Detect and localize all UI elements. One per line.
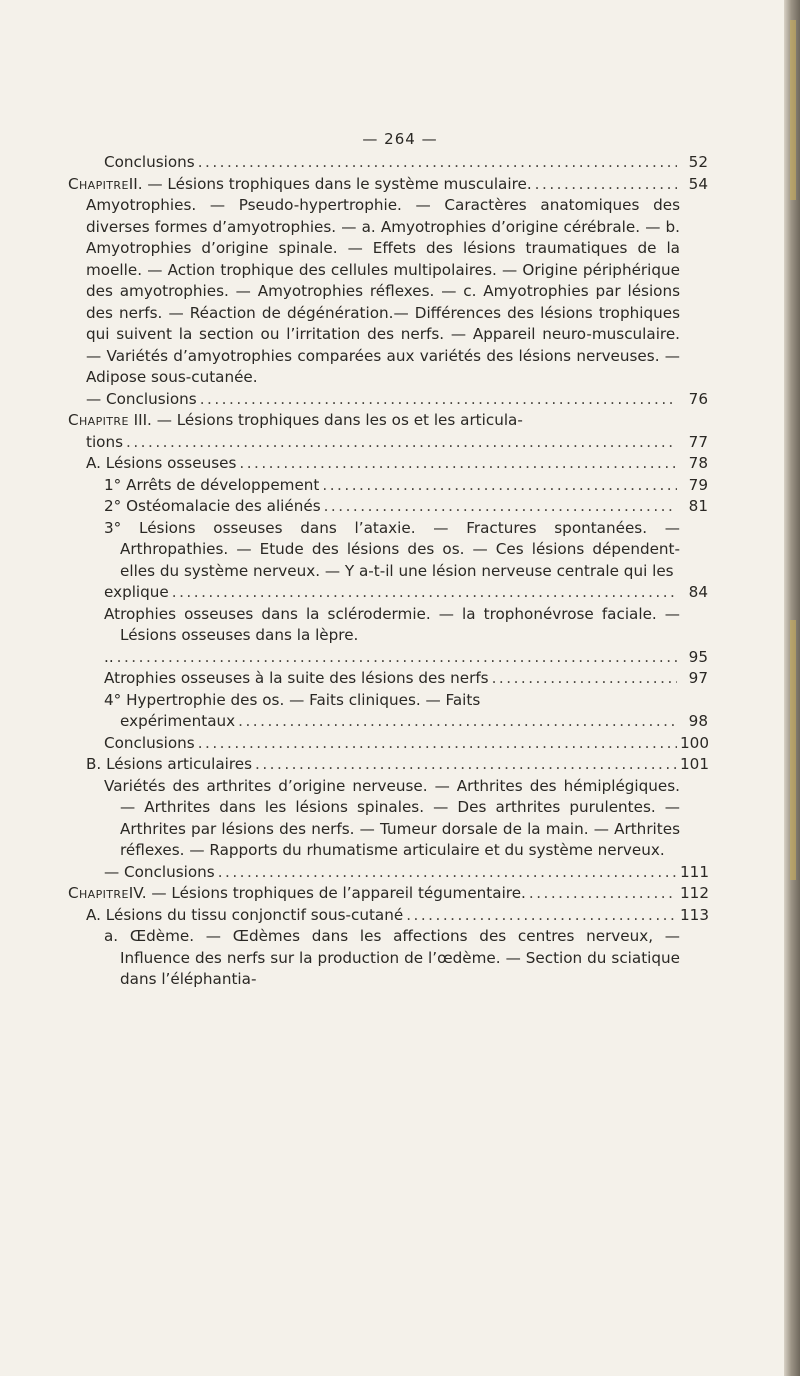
- chapter-label: Chapitre: [68, 411, 129, 429]
- page-folio: — 264 —: [362, 130, 438, 148]
- page-number: 101: [680, 755, 709, 773]
- toc-entry: [68, 410, 708, 453]
- dot-leader: [200, 389, 677, 411]
- entry-text: Atrophies osseuses dans la sclérodermie. — la trophonévrose faciale. — Lésions osseuses dans la lèpre.: [104, 604, 680, 644]
- entry-leader-line: [68, 432, 680, 454]
- entry-leader-line: [68, 647, 680, 669]
- page-number: 98: [688, 712, 708, 730]
- entry-leader-line: [68, 711, 680, 733]
- entry-label: A. Lésions du tissu conjonctif sous-cutané: [86, 905, 404, 924]
- toc-entry: [68, 733, 709, 755]
- page-number: 81: [688, 497, 708, 515]
- page-number: 97: [688, 669, 708, 687]
- entry-leader-line: [68, 905, 680, 927]
- entry-label: IV. — Lésions trophiques de l’appareil tégumentaire.: [128, 884, 526, 902]
- chapter-label: Chapitre: [68, 174, 129, 193]
- entry-body: [68, 690, 680, 712]
- entry-text: Amyotrophies. — Pseudo-hypertrophie. — Caractères anatomiques des diverses formes d’amyotrophies. — a. Amyotrophies d’origine cérébrale. — b. Amyotrophies d’origine spinale. — Effets des lésions traumatiques de la moelle. — Action trophique des cellules multipolaires. — Origine périphérique des amyotrophies. — Amyotrophies réflexes. — c. Amyotrophies par lésions des nerfs. — Réaction de dégénération.— Différences des lésions trophiques qui suivent la section ou l’irritation des nerfs. — Appareil neuro-musculaire. — Variétés d’amyotrophies comparées aux variétés des lésions nerveuses. — Adipose sous-cutanée.: [86, 196, 680, 386]
- dot-leader: [238, 711, 677, 733]
- entry-leader-line: [68, 582, 680, 604]
- toc-entry: [68, 776, 709, 884]
- page-stain: [790, 20, 796, 200]
- dot-leader: [322, 475, 677, 497]
- entry-label: Conclusions: [104, 153, 195, 171]
- page-number: 113: [680, 905, 709, 924]
- toc-entry: [68, 496, 708, 518]
- entry-label: 2° Ostéomalacie des aliénés: [104, 497, 321, 515]
- dot-leader: [117, 647, 677, 669]
- entry-label: II. — Lésions trophiques dans le système musculaire.: [128, 174, 532, 193]
- dot-leader: [172, 582, 677, 604]
- dot-leader: [406, 905, 677, 927]
- toc-entry: [68, 604, 708, 669]
- table-of-contents: [68, 152, 709, 991]
- toc-entry: [68, 195, 708, 410]
- entry-leader-line: [68, 733, 680, 755]
- entry-label: Atrophies osseuses à la suite des lésions des nerfs: [104, 669, 489, 687]
- dot-leader: [529, 883, 677, 905]
- entry-body: [68, 776, 680, 862]
- dot-leader: [535, 174, 677, 196]
- page-stain: [790, 620, 796, 880]
- entry-label: — Conclusions: [104, 862, 215, 881]
- entry-text: 3° Lésions osseuses dans l’ataxie. — Fractures spontanées. — Arthropathies. — Etude des lésions des os. — Ces lésions dépendent-elles du système nerveux. — Y a-t-il une lésion nerveuse centrale qui les: [104, 518, 680, 580]
- toc-entry: [68, 174, 708, 196]
- page-number: 77: [688, 432, 708, 451]
- entry-leader-line: [68, 453, 680, 475]
- entry-leader-line: [68, 152, 680, 174]
- entry-label: B. Lésions articulaires: [86, 755, 253, 773]
- dot-leader: [324, 496, 677, 518]
- page-number: 54: [688, 174, 708, 193]
- entry-label: Conclusions: [104, 733, 195, 752]
- page-number: 76: [688, 389, 708, 408]
- entry-leader-line: [68, 754, 680, 776]
- entry-leader-line: [68, 389, 680, 411]
- entry-body: [68, 926, 680, 991]
- page-number: 112: [680, 884, 709, 902]
- entry-body: [68, 410, 680, 432]
- page-number: 78: [688, 454, 708, 472]
- toc-entry: [68, 926, 680, 991]
- entry-trail: ..: [104, 647, 114, 666]
- toc-entry: [68, 905, 709, 927]
- toc-entry: [68, 754, 709, 776]
- entry-leader-line: [68, 475, 680, 497]
- entry-text: 4° Hypertrophie des os. — Faits cliniques. — Faits: [104, 690, 481, 709]
- entry-label: 1° Arrêts de développement: [104, 475, 320, 494]
- entry-label: expérimentaux: [120, 712, 236, 730]
- dot-leader: [198, 733, 677, 755]
- page-number: 79: [688, 475, 708, 494]
- entry-leader-line: [68, 496, 680, 518]
- entry-leader-line: [68, 883, 680, 905]
- dot-leader: [492, 668, 677, 690]
- page-number: 111: [680, 862, 709, 881]
- toc-entry: [68, 518, 708, 604]
- dot-leader: [198, 152, 677, 174]
- page-edge: [784, 0, 800, 1376]
- toc-entry: [68, 883, 709, 905]
- entry-label: tions: [86, 432, 124, 451]
- toc-entry: [68, 453, 708, 475]
- page-number: 84: [688, 583, 708, 601]
- entry-text: III. — Lésions trophiques dans les os et les articula-: [128, 411, 523, 429]
- toc-entry: [68, 475, 708, 497]
- dot-leader: [126, 432, 677, 454]
- entry-body: [68, 604, 680, 647]
- entry-body: [68, 518, 680, 583]
- entry-leader-line: [68, 862, 680, 884]
- dot-leader: [239, 453, 677, 475]
- dot-leader: [255, 754, 677, 776]
- entry-leader-line: [68, 668, 680, 690]
- chapter-label: Chapitre: [68, 884, 129, 902]
- dot-leader: [218, 862, 677, 884]
- toc-entry: [68, 152, 708, 174]
- entry-leader-line: [68, 174, 680, 196]
- entry-body: [68, 195, 680, 389]
- entry-label: explique: [104, 583, 169, 601]
- page-number: 100: [680, 733, 709, 752]
- toc-entry: [68, 668, 708, 690]
- page-number: 95: [688, 647, 708, 666]
- entry-text: Variétés des arthrites d’origine nerveuse. — Arthrites des hémiplégiques. — Arthrites dans les lésions spinales. — Des arthrites purulentes. — Arthrites par lésions des nerfs. — Tumeur dorsale de la main. — Arthrites réflexes. — Rapports du rhumatisme articulaire et du système nerveux.: [104, 776, 680, 859]
- entry-text: a. Œdème. — Œdèmes dans les affections des centres nerveux, — Influence des nerfs sur la production de l’œdème. — Section du sciatique dans l’éléphantia-: [104, 927, 680, 988]
- toc-entry: [68, 690, 708, 733]
- entry-label: — Conclusions: [86, 389, 197, 408]
- page-number: 52: [688, 153, 708, 171]
- entry-label: A. Lésions osseuses: [86, 454, 237, 472]
